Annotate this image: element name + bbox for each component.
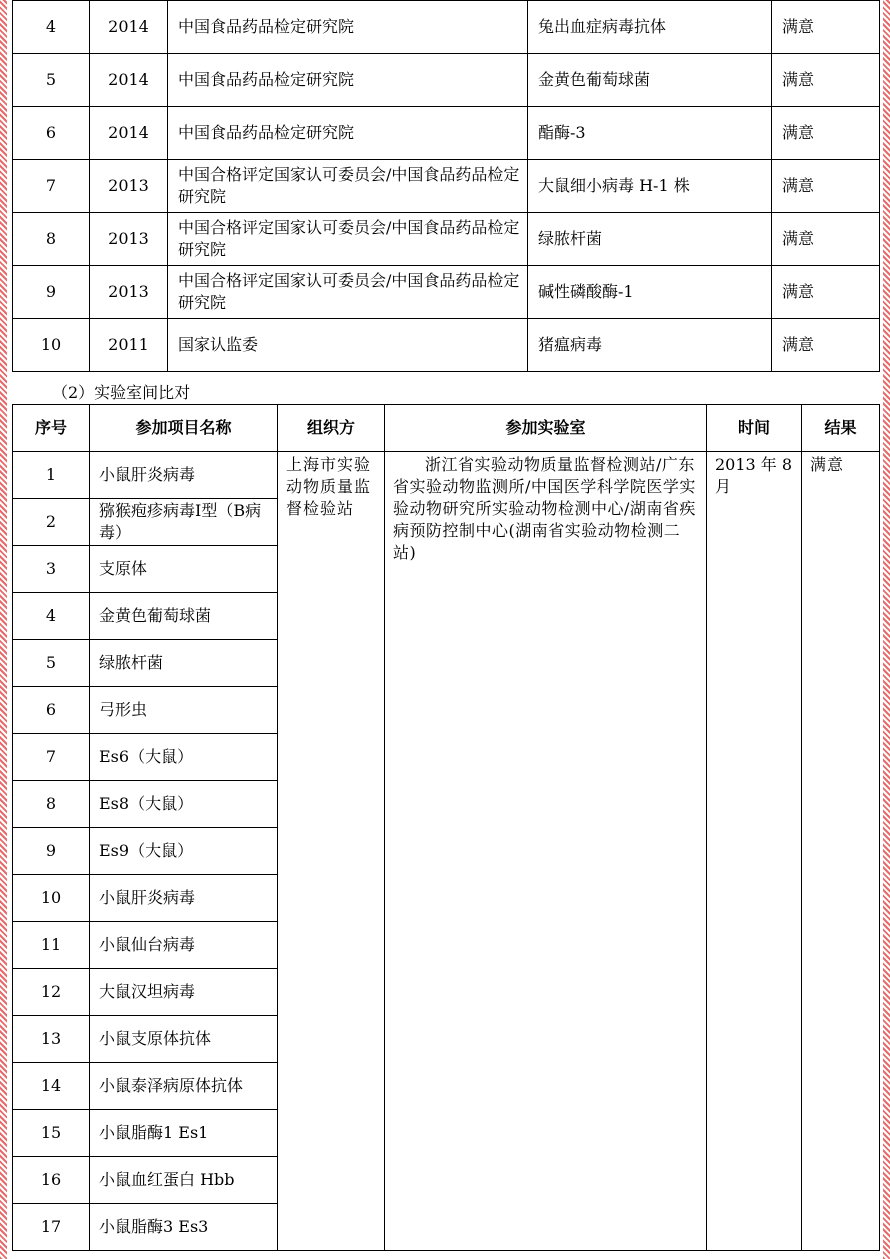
header-row — [13, 405, 880, 452]
row-item: 猪瘟病毒 — [528, 319, 772, 372]
row-result: 满意 — [772, 54, 880, 107]
header-org: 组织方 — [278, 405, 385, 452]
row-organizer: 中国食品药品检定研究院 — [168, 54, 528, 107]
row-item: 大鼠细小病毒 H-1 株 — [528, 160, 772, 213]
table-row — [13, 213, 880, 266]
row-idx: 10 — [13, 875, 90, 922]
row-idx: 2 — [13, 499, 90, 546]
organizer-cell: 上海市实验动物质量监督检验站 — [278, 452, 385, 1251]
table-row — [13, 160, 880, 213]
proficiency-test-table — [12, 0, 880, 372]
row-idx: 1 — [13, 452, 90, 499]
row-item-name: 小鼠血红蛋白 Hbb — [90, 1157, 278, 1204]
section-caption: （2）实验室间比对 — [52, 383, 191, 402]
row-year: 2013 — [90, 213, 168, 266]
row-item-name: 金黄色葡萄球菌 — [90, 593, 278, 640]
decorative-border-right — [883, 0, 890, 1259]
row-item: 兔出血症病毒抗体 — [528, 1, 772, 54]
row-organizer: 中国合格评定国家认可委员会/中国食品药品检定研究院 — [168, 160, 528, 213]
row-idx: 15 — [13, 1110, 90, 1157]
row-year: 2013 — [90, 266, 168, 319]
row-idx: 17 — [13, 1204, 90, 1251]
row-result: 满意 — [772, 1, 880, 54]
row-idx: 12 — [13, 969, 90, 1016]
interlab-comparison-table — [12, 404, 880, 1251]
row-idx: 5 — [13, 640, 90, 687]
row-item-name: 小鼠脂酶1 Es1 — [90, 1110, 278, 1157]
row-item-name: Es8（大鼠） — [90, 781, 278, 828]
row-idx: 6 — [13, 107, 90, 160]
row-item: 酯酶-3 — [528, 107, 772, 160]
table-row — [13, 266, 880, 319]
row-item-name: 大鼠汉坦病毒 — [90, 969, 278, 1016]
table-row — [13, 319, 880, 372]
row-item: 碱性磷酸酶-1 — [528, 266, 772, 319]
row-result: 满意 — [772, 107, 880, 160]
row-idx: 3 — [13, 546, 90, 593]
result-cell: 满意 — [802, 452, 880, 1251]
row-organizer: 中国合格评定国家认可委员会/中国食品药品检定研究院 — [168, 266, 528, 319]
row-idx: 7 — [13, 734, 90, 781]
row-organizer: 中国食品药品检定研究院 — [168, 107, 528, 160]
row-item-name: 小鼠泰泽病原体抗体 — [90, 1063, 278, 1110]
row-idx: 7 — [13, 160, 90, 213]
table-row — [13, 452, 880, 499]
row-result: 满意 — [772, 266, 880, 319]
table-row — [13, 54, 880, 107]
row-organizer: 中国合格评定国家认可委员会/中国食品药品检定研究院 — [168, 213, 528, 266]
row-idx: 5 — [13, 54, 90, 107]
header-idx: 序号 — [13, 405, 90, 452]
labs-cell: 浙江省实验动物质量监督检测站/广东省实验动物监测所/中国医学科学院医学实验动物研究所实验动物检测中心/湖南省疾病预防控制中心(湖南省实验动物检测二站) — [385, 452, 707, 1251]
row-year: 2011 — [90, 319, 168, 372]
header-time: 时间 — [707, 405, 802, 452]
row-idx: 8 — [13, 213, 90, 266]
row-idx: 10 — [13, 319, 90, 372]
table-row — [13, 107, 880, 160]
row-idx: 11 — [13, 922, 90, 969]
row-item-name: Es9（大鼠） — [90, 828, 278, 875]
row-organizer: 国家认监委 — [168, 319, 528, 372]
row-idx: 4 — [13, 593, 90, 640]
row-idx: 14 — [13, 1063, 90, 1110]
decorative-border-left — [0, 0, 7, 1259]
row-item-name: 小鼠脂酶3 Es3 — [90, 1204, 278, 1251]
header-name: 参加项目名称 — [90, 405, 278, 452]
row-item-name: Es6（大鼠） — [90, 734, 278, 781]
row-idx: 16 — [13, 1157, 90, 1204]
row-item-name: 支原体 — [90, 546, 278, 593]
row-year: 2014 — [90, 107, 168, 160]
row-year: 2013 — [90, 160, 168, 213]
row-item-name: 小鼠支原体抗体 — [90, 1016, 278, 1063]
row-item-name: 小鼠仙台病毒 — [90, 922, 278, 969]
row-result: 满意 — [772, 319, 880, 372]
row-idx: 8 — [13, 781, 90, 828]
row-idx: 13 — [13, 1016, 90, 1063]
row-idx: 6 — [13, 687, 90, 734]
time-cell: 2013 年 8 月 — [707, 452, 802, 1251]
row-item: 绿脓杆菌 — [528, 213, 772, 266]
row-item-name: 小鼠肝炎病毒 — [90, 875, 278, 922]
row-item-name: 小鼠肝炎病毒 — [90, 452, 278, 499]
row-item-name: 猕猴疱疹病毒Ⅰ型（B病毒） — [90, 499, 278, 546]
row-idx: 4 — [13, 1, 90, 54]
row-item-name: 弓形虫 — [90, 687, 278, 734]
row-result: 满意 — [772, 160, 880, 213]
header-result: 结果 — [802, 405, 880, 452]
row-item: 金黄色葡萄球菌 — [528, 54, 772, 107]
table-row — [13, 1, 880, 54]
header-labs: 参加实验室 — [385, 405, 707, 452]
row-year: 2014 — [90, 54, 168, 107]
row-idx: 9 — [13, 266, 90, 319]
row-idx: 9 — [13, 828, 90, 875]
row-result: 满意 — [772, 213, 880, 266]
row-organizer: 中国食品药品检定研究院 — [168, 1, 528, 54]
row-item-name: 绿脓杆菌 — [90, 640, 278, 687]
row-year: 2014 — [90, 1, 168, 54]
